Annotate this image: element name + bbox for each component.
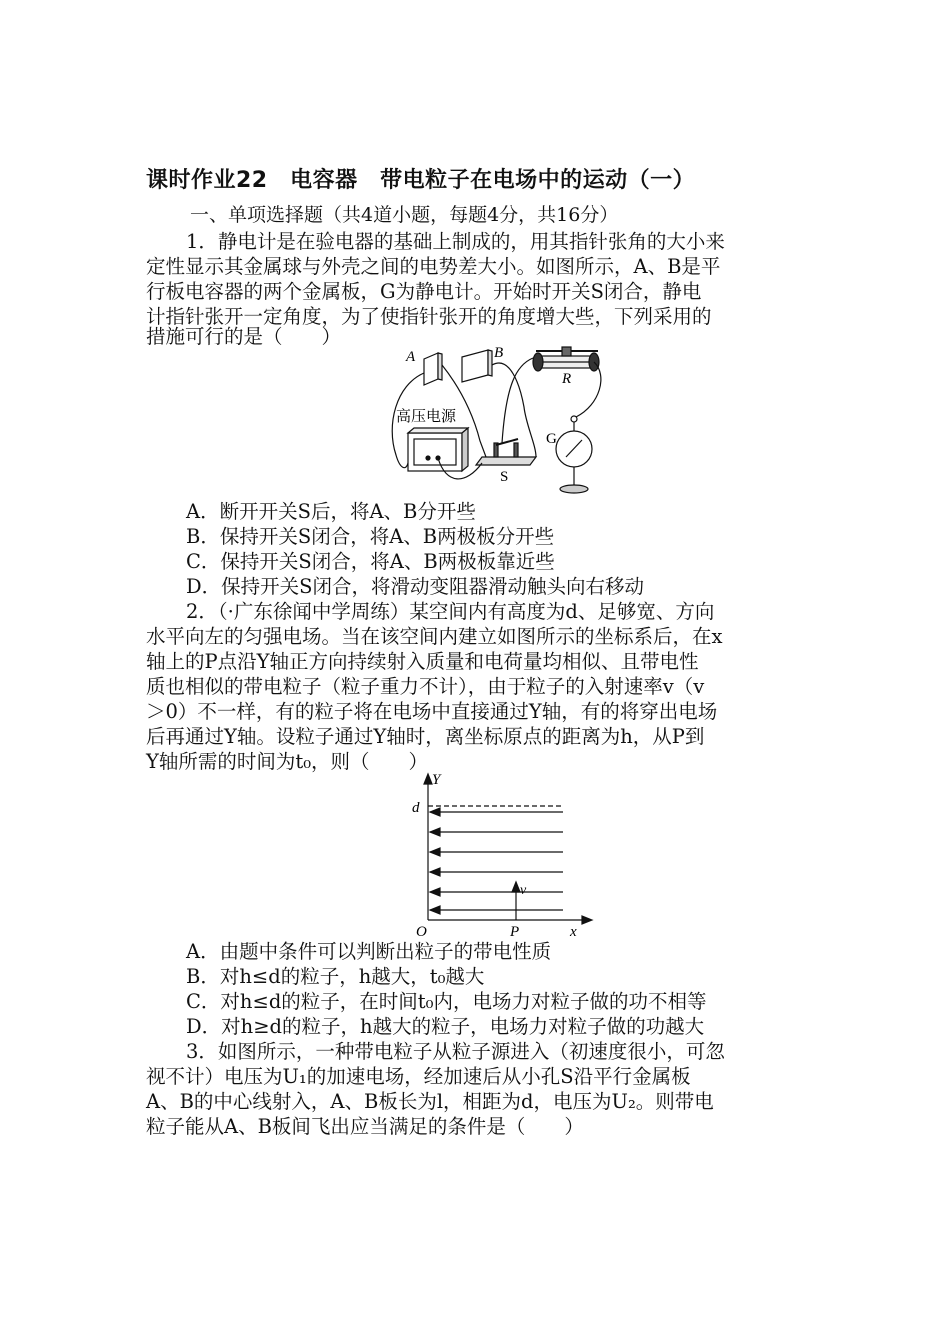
electrometer-g-label: G	[546, 431, 557, 447]
section-heading: 一、单项选择题（共4道小题，每题4分，共16分）	[190, 204, 619, 226]
plate-b-label: B	[494, 345, 504, 361]
q1-option-d: D．保持开关S闭合，将滑动变阻器滑动触头向右移动	[186, 575, 644, 598]
q1-option-b: B．保持开关S闭合，将A、B两极板分开些	[186, 525, 555, 548]
q2-line: 水平向左的匀强电场。当在该空间内建立如图所示的坐标系后，在x	[146, 625, 723, 648]
q2-line: ＞0）不一样，有的粒子将在电场中直接通过Y轴，有的将穿出电场	[146, 700, 718, 723]
q2-line: 2．（·广东徐闻中学周练）某空间内有高度为d、足够宽、方向	[186, 600, 715, 623]
q1-circuit-figure	[386, 345, 616, 503]
q2-field-figure	[408, 770, 598, 940]
q1-option-a: A．断开开关S后，将A、B分开些	[186, 500, 476, 523]
q1-line: 行板电容器的两个金属板，G为静电计。开始时开关S闭合，静电	[146, 280, 702, 303]
q1-line: 1．静电计是在验电器的基础上制成的，用其指针张角的大小来	[186, 230, 725, 253]
y-axis-label: Y	[432, 772, 441, 788]
page-title: 课时作业22 电容器 带电粒子在电场中的运动（一）	[146, 168, 696, 193]
origin-label: O	[416, 924, 427, 940]
rheostat-r-label: R	[562, 371, 572, 387]
q2-line: 后再通过Y轴。设粒子通过Y轴时，离坐标原点的距离为h，从P到	[146, 725, 705, 748]
q2-option-c: C．对h≤d的粒子，在时间t₀内，电场力对粒子做的功不相等	[186, 990, 707, 1013]
plate-a-label: A	[406, 349, 416, 365]
velocity-label: v	[520, 883, 527, 898]
q2-line: Y轴所需的时间为t₀，则（ ）	[146, 750, 429, 773]
q2-option-d: D．对h≥d的粒子，h越大的粒子，电场力对粒子做的功越大	[186, 1015, 705, 1038]
q1-line: 定性显示其金属球与外壳之间的电势差大小。如图所示，A、B是平	[146, 255, 721, 278]
power-supply-label: 高压电源	[396, 407, 457, 425]
q3-line: 3．如图所示，一种带电粒子从粒子源进入（初速度很小，可忽	[186, 1040, 725, 1063]
switch-s-label: S	[500, 469, 509, 485]
q3-line: 视不计）电压为U₁的加速电场，经加速后从小孔S沿平行金属板	[146, 1065, 691, 1088]
d-label: d	[412, 800, 420, 816]
point-p-label: P	[510, 924, 520, 940]
q3-line: 粒子能从A、B板间飞出应当满足的条件是（ ）	[146, 1115, 584, 1138]
q3-line: A、B的中心线射入，A、B板长为l，相距为d，电压为U₂。则带电	[146, 1090, 714, 1113]
x-axis-label: x	[570, 924, 577, 940]
q1-line: 措施可行的是（ ）	[146, 325, 342, 348]
q2-line: 质也相似的带电粒子（粒子重力不计），由于粒子的入射速率v（v	[146, 675, 705, 698]
q1-option-c: C．保持开关S闭合，将A、B两极板靠近些	[186, 550, 555, 573]
q2-option-b: B．对h≤d的粒子，h越大，t₀越大	[186, 965, 485, 988]
q1-line: 计指针张开一定角度，为了使指针张开的角度增大些，下列采用的	[146, 305, 712, 328]
q2-option-a: A．由题中条件可以判断出粒子的带电性质	[186, 940, 552, 963]
q2-line: 轴上的P点沿Y轴正方向持续射入质量和电荷量均相似、且带电性	[146, 650, 699, 673]
